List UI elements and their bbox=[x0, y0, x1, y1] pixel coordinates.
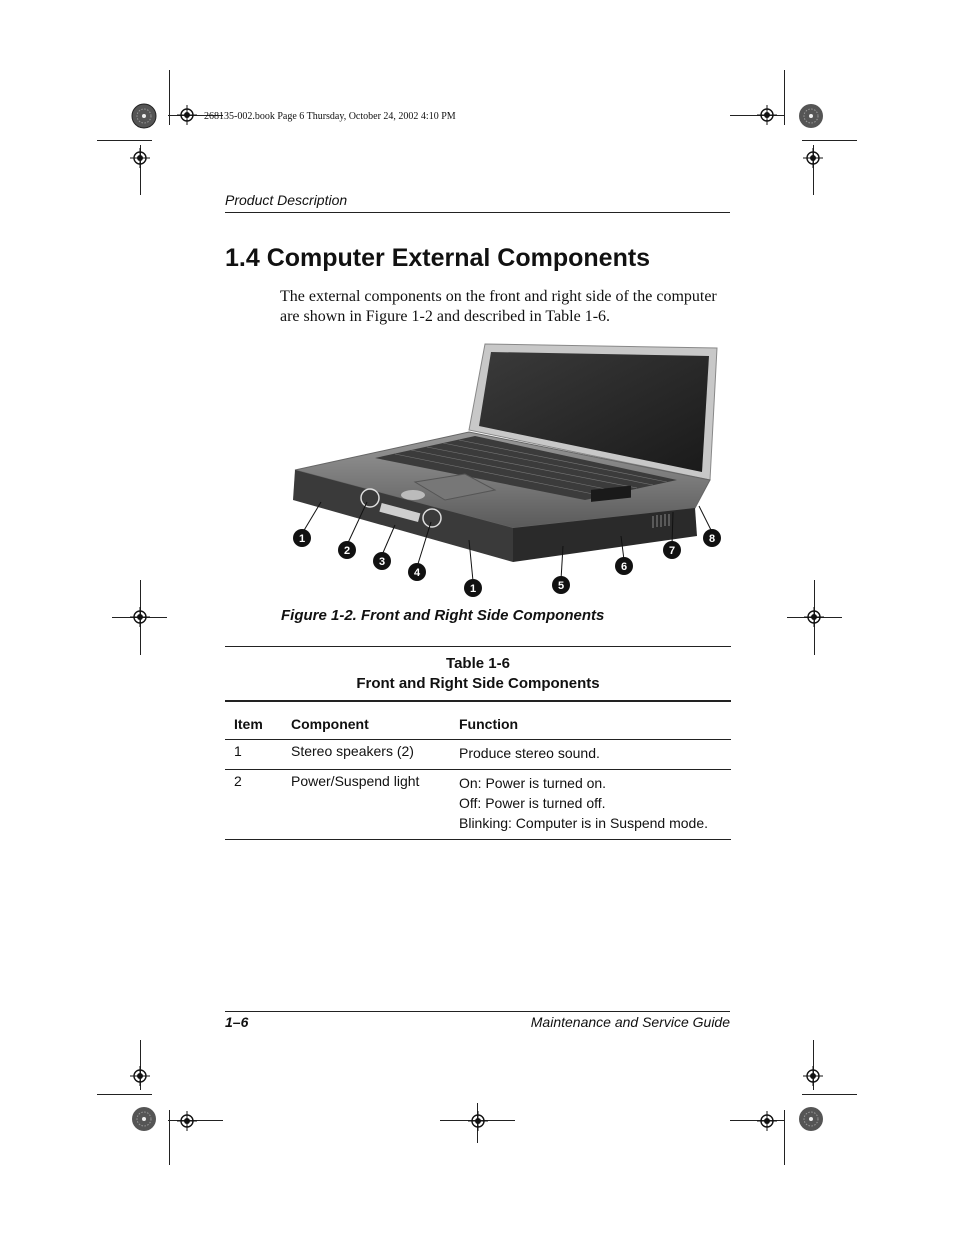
starburst-mark-icon bbox=[131, 1106, 157, 1132]
running-head: Product Description bbox=[225, 192, 348, 208]
registration-target-icon bbox=[804, 607, 824, 627]
table-top-rule bbox=[225, 646, 731, 647]
function-line: On: Power is turned on. bbox=[459, 775, 607, 791]
function-cell bbox=[459, 770, 731, 840]
header-rule bbox=[225, 212, 730, 213]
book-slug: 268135-002.book Page 6 Thursday, October 24, 2002 4:10 PM bbox=[204, 111, 456, 122]
callout-label: 4 bbox=[413, 567, 421, 579]
registration-target-icon bbox=[177, 105, 197, 125]
page-number: 1–6 bbox=[225, 1014, 249, 1030]
function-line: Off: Power is turned off. bbox=[459, 795, 606, 811]
item-cell: 1 bbox=[234, 743, 242, 759]
column-header-item: Item bbox=[234, 716, 263, 732]
guide-title: Maintenance and Service Guide bbox=[530, 1014, 730, 1030]
function-cell bbox=[459, 740, 731, 770]
registration-target-icon bbox=[130, 1066, 150, 1086]
starburst-mark-icon bbox=[798, 103, 824, 129]
table-row bbox=[225, 770, 731, 840]
table-title: Front and Right Side Components bbox=[356, 675, 600, 692]
intro-paragraph: The external components on the front and right side of the computer are shown in Figure 1-2 and described in Table 1-6. bbox=[280, 288, 717, 325]
component-cell: Power/Suspend light bbox=[291, 773, 420, 789]
callout-label: 6 bbox=[620, 561, 628, 573]
figure-caption: Figure 1-2. Front and Right Side Components bbox=[281, 607, 605, 624]
registration-target-icon bbox=[130, 148, 150, 168]
laptop-figure bbox=[285, 340, 725, 600]
registration-target-icon bbox=[757, 105, 777, 125]
callout-label: 1 bbox=[298, 533, 306, 545]
registration-target-icon bbox=[803, 1066, 823, 1086]
table-title-rule bbox=[225, 700, 731, 702]
registration-target-icon bbox=[177, 1111, 197, 1131]
callout-label: 8 bbox=[708, 533, 716, 545]
function-line: Blinking: Computer is in Suspend mode. bbox=[459, 815, 709, 831]
components-table bbox=[225, 712, 731, 840]
registration-target-icon bbox=[130, 607, 150, 627]
starburst-mark-icon bbox=[131, 103, 157, 129]
component-cell: Stereo speakers (2) bbox=[291, 743, 414, 759]
callout-label: 7 bbox=[668, 545, 676, 557]
item-cell: 2 bbox=[234, 773, 242, 789]
column-header-component: Component bbox=[291, 716, 369, 732]
callout-label: 1 bbox=[469, 583, 477, 595]
table-header-row bbox=[225, 712, 731, 740]
footer-rule bbox=[225, 1011, 730, 1012]
table-row bbox=[225, 740, 731, 770]
registration-target-icon bbox=[803, 148, 823, 168]
registration-target-icon bbox=[757, 1111, 777, 1131]
table-number: Table 1-6 bbox=[446, 655, 510, 672]
callout-label: 3 bbox=[378, 556, 386, 568]
registration-target-icon bbox=[468, 1111, 488, 1131]
function-line: Produce stereo sound. bbox=[459, 745, 600, 761]
callout-label: 5 bbox=[557, 580, 565, 592]
callout-label: 2 bbox=[343, 545, 351, 557]
section-title: 1.4 Computer External Components bbox=[225, 244, 651, 272]
starburst-mark-icon bbox=[798, 1106, 824, 1132]
column-header-function: Function bbox=[459, 716, 519, 732]
